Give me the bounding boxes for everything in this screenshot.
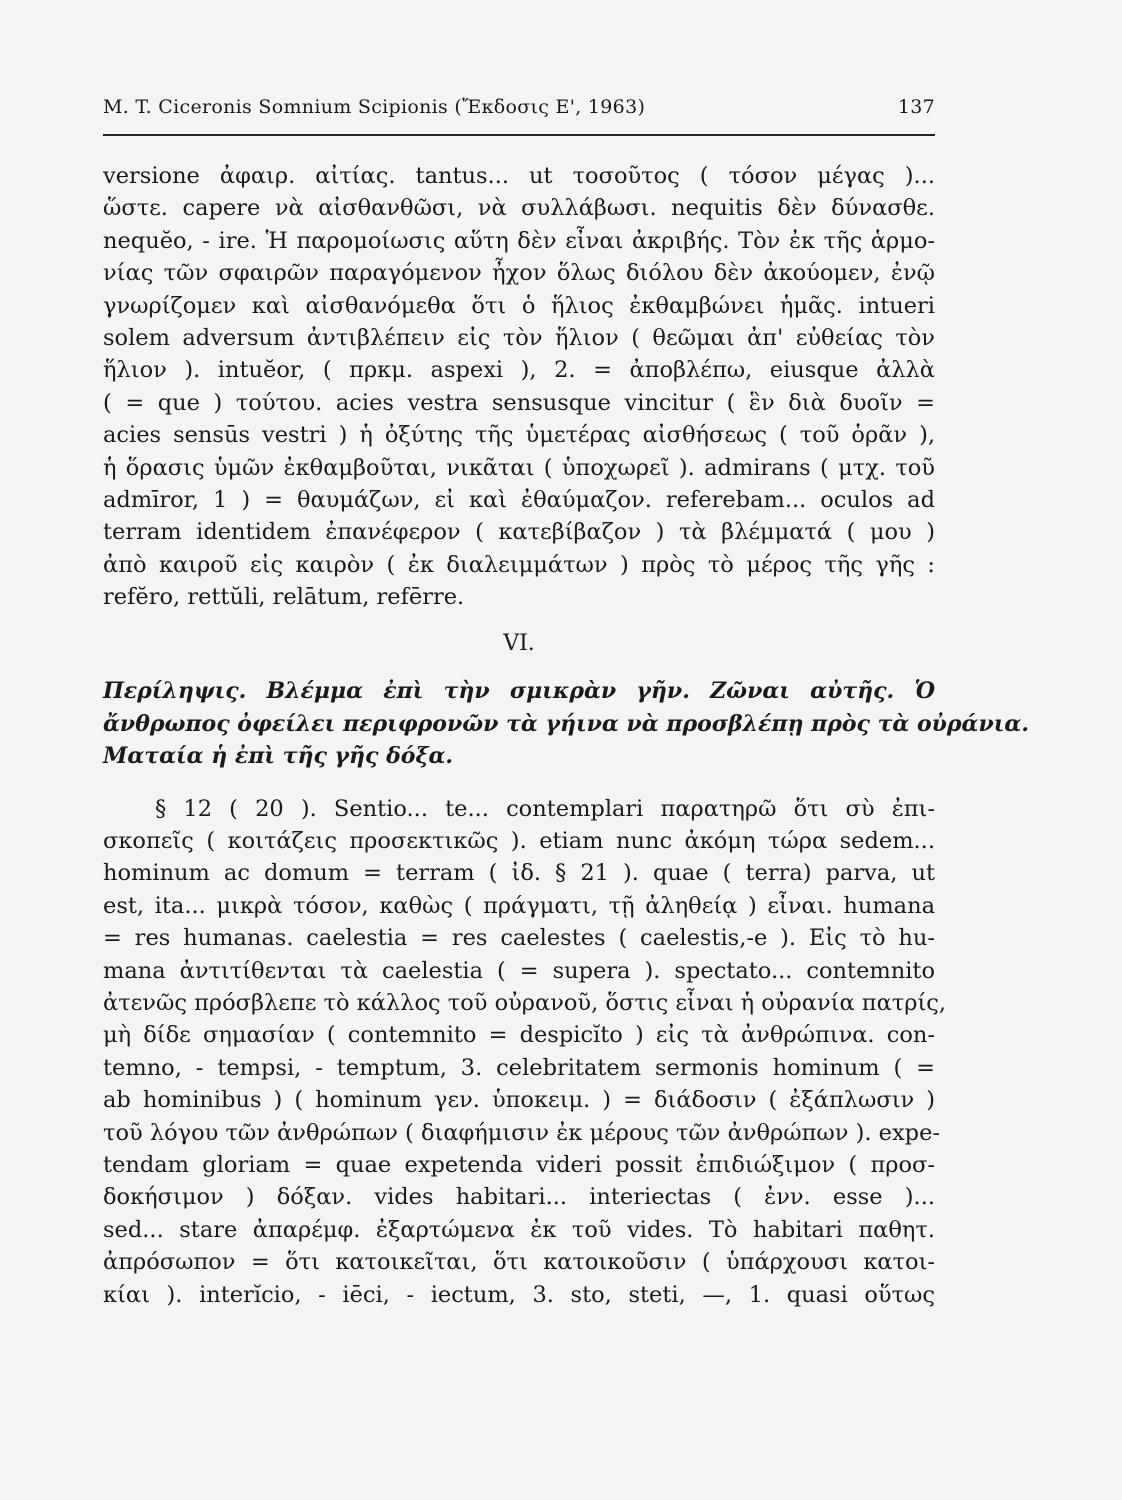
- summary-line: Περίληψις. Βλέμμα ἐπὶ τὴν σμικρὰν γῆν. Ζῶναι αὐτῆς. Ὁ: [103, 678, 935, 705]
- text-line: tendam gloriam = quae expetenda videri possit ἐπιδιώξιμον ( προσ-: [103, 1151, 935, 1178]
- paragraph-gap: [103, 773, 935, 793]
- text-line: δοκήσιμον ) δόξαν. vides habitari... interiectas ( ἐνν. esse )...: [103, 1184, 935, 1211]
- text-line: mana ἀντιτίθενται τὰ caelestia ( = supera ). spectato... contemnito: [103, 957, 935, 984]
- text-line: = res humanas. caelestia = res caelestes ( caelestis,-e ). Εἰς τὸ hu-: [103, 925, 935, 952]
- text-line: nequĕo, - ire. Ἡ παρομοίωσις αὕτη δὲν εἶναι ἀκριβής. Τὸν ἐκ τῆς ἁρμο-: [103, 227, 935, 254]
- text-line: ab hominibus ) ( hominum γεν. ὑποκειμ. ) = διάδοσιν ( ἐξάπλωσιν ): [103, 1087, 935, 1114]
- text-line: hominum ac domum = terram ( ἰδ. § 21 ). quae ( terra) parva, ut: [103, 860, 935, 887]
- paragraph-commentary-2: [103, 793, 947, 1311]
- summary-line: Ματαία ἡ ἐπὶ τῆς γῆς δόξα.: [103, 743, 454, 770]
- paragraph-commentary-1: [103, 160, 935, 613]
- text-line: ἀπὸ καιροῦ εἰς καιρὸν ( ἐκ διαλειμμάτων ) πρὸς τὸ μέρος τῆς γῆς :: [103, 551, 935, 578]
- text-line: sed... stare ἀπαρέμφ. ἐξαρτώμενα ἐκ τοῦ vides. Τὸ habitari παθητ.: [103, 1216, 935, 1243]
- text-line: versione ἀφαιρ. αἰτίας. tantus... ut τοσοῦτος ( τόσον μέγας )...: [103, 163, 935, 189]
- text-line: σκοπεῖς ( κοιτάζεις προσεκτικῶς ). etiam nunc ἀκόμη τώρα sedem...: [103, 828, 935, 855]
- text-line: ἀτενῶς πρόσβλεπε τὸ κάλλος τοῦ οὐρανοῦ, ὅστις εἶναι ἡ οὐρανία πατρίς,: [103, 989, 947, 1016]
- text-line: acies sensūs vestri ) ἡ ὀξύτης τῆς ὑμετέρας αἰσθήσεως ( τοῦ ὁρᾶν ),: [103, 422, 935, 449]
- text-line: ὥστε. capere νὰ αἰσθανθῶσι, νὰ συλλάβωσι. nequitis δὲν δύνασθε.: [103, 195, 935, 222]
- section-summary: [103, 675, 1029, 772]
- text-line: refĕro, rettŭli, relātum, refērre.: [103, 584, 465, 611]
- text-line: solem adversum ἀντιβλέπειν εἰς τὸν ἥλιον ( θεῶμαι ἀπ' εὐθείας τὸν: [103, 324, 935, 351]
- text-line: § 12 ( 20 ). Sentio... te... contemplari παρατηρῶ ὅτι σὺ ἐπι-: [155, 795, 935, 822]
- text-line: μὴ δίδε σημασίαν ( contemnito = despicĭto ) εἰς τὰ ἀνθρώπινα. con-: [103, 1022, 935, 1049]
- text-line: κίαι ). interĭcio, - iēci, - iectum, 3. sto, steti, —, 1. quasi οὕτως: [103, 1281, 935, 1308]
- text-line: τοῦ λόγου τῶν ἀνθρώπων ( διαφήμισιν ἐκ μέρους τῶν ἀνθρώπων ). expe-: [103, 1119, 940, 1146]
- body-text: [103, 160, 1029, 1311]
- page-number: 137: [897, 96, 935, 118]
- text-line: ἥλιον ). intuĕor, ( πρκμ. aspexi ), 2. = ἀποβλέπω, eiusque ἀλλὰ: [103, 357, 935, 384]
- text-line: ἡ ὅρασις ὑμῶν ἐκθαμβοῦται, νικᾶται ( ὑποχωρεῖ ). admirans ( μτχ. τοῦ: [103, 454, 935, 481]
- header-rule: [103, 134, 935, 136]
- text-line: ἀπρόσωπον = ὅτι κατοικεῖται, ὅτι κατοικοῦσιν ( ὑπάρχουσι κατοι-: [103, 1249, 935, 1276]
- text-line: νίας τῶν σφαιρῶν παραγόμενον ἦχον ὅλως διόλου δὲν ἀκούομεν, ἐνῷ: [103, 260, 935, 287]
- text-line: est, ita... μικρὰ τόσον, καθὼς ( πράγματι, τῇ ἀληθείᾳ ) εἶναι. humana: [103, 892, 935, 919]
- running-header: [103, 96, 935, 118]
- text-line: terram identidem ἐπανέφερον ( κατεβίβαζον ) τὰ βλέμματά ( μου ): [103, 519, 935, 546]
- text-line: ( = que ) τούτου. acies vestra sensusque vincitur ( ἓν διὰ δυοῖν =: [103, 389, 935, 416]
- section-heading: VI.: [503, 631, 535, 657]
- text-line: temno, - tempsi, - temptum, 3. celebritatem sermonis hominum ( =: [103, 1054, 935, 1081]
- header-title: M. T. Ciceronis Somnium Scipionis (Ἔκδοσις Ε', 1963): [103, 96, 646, 118]
- summary-line: ἄνθρωπος ὀφείλει περιφρονῶν τὰ γήινα νὰ προσβλέπῃ πρὸς τὰ οὐράνια.: [103, 710, 1029, 737]
- text-line: admīror, 1 ) = θαυμάζων, εἰ καὶ ἐθαύμαζον. referebam... oculos ad: [103, 486, 935, 513]
- text-line: γνωρίζομεν καὶ αἰσθανόμεθα ὅτι ὁ ἥλιος ἐκθαμβώνει ἡμᾶς. intueri: [103, 292, 935, 319]
